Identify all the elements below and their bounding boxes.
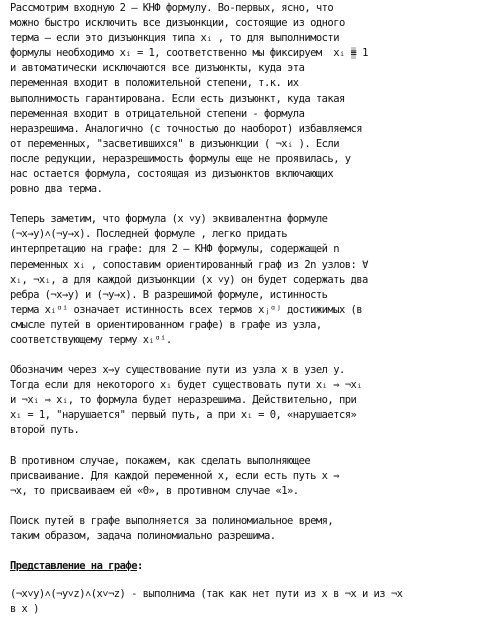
section-heading (10, 559, 496, 574)
assignment-paragraph (10, 454, 496, 499)
text-line: неразрешима. Аналогично (с точностью до наоборот) избавляемся (10, 122, 363, 135)
text-line: ¬x, то присваиваем ей «0», в противном случае «1». (10, 484, 299, 497)
heading-text: Представление на графе (10, 560, 137, 572)
text-line: Тогда если для некоторого xᵢ будет существовать пути xᵢ ⇒ ¬xᵢ (10, 379, 363, 392)
text-line: В противном случае, покажем, как сделать выполняющее (10, 454, 311, 467)
text-line: в x ) (10, 603, 39, 616)
text-line: после редукции, неразрешимость формулы еще не проявилась, у (10, 152, 351, 165)
text-line: (¬x˅y)˄(¬y˅z)˄(x˅¬z) - выполнима (так как нет пути из x в ¬x и из ¬x (10, 588, 403, 601)
text-line: (¬x→y)˄(¬y→x). Последней формуле , легко придать (10, 228, 288, 241)
text-line: смысле путей в ориентированном графе) в графе из узла, (10, 318, 322, 331)
text-line: присваивание. Для каждой переменной x, если есть путь x ⇒ (10, 469, 339, 482)
path-notation-paragraph (10, 363, 496, 438)
text-line: переменная входит в положительной степени, т.к. их (10, 77, 299, 90)
text-line-with-selection (10, 46, 496, 61)
text-line: второй путь. (10, 424, 80, 437)
text-line: терма xᵢᵅⁱ означает истинность всех термов xⱼᵅʲ достижимых (в (10, 303, 363, 316)
text-line: выполнимость гарантирована. Если есть дизъюнкт, куда такая (10, 92, 345, 105)
text-line: ровно два терма. (10, 183, 103, 196)
text-line: таким образом, задача полиномиально разрешима. (10, 529, 276, 542)
text-line: переменных xᵢ , сопоставим ориентированный граф из 2n узлов: ∀ (10, 258, 368, 271)
text-line: Теперь заметим, что формула (x ˅y) эквивалентна формуле (10, 213, 328, 226)
text-line: интерпретацию на графе: для 2 – КНФ формулы, содержащей n (10, 243, 339, 256)
text-line: xᵢ, ¬xᵢ, а для каждой дизъюнкции (x ˅y) он будет содержать два (10, 273, 368, 286)
graph-construction-paragraph (10, 212, 496, 348)
text-line: Поиск путей в графе выполняется за полиномиальное время, (10, 514, 334, 527)
text-line: ребра (¬x→y) и (¬y→x). В разрешимой формуле, истинность (10, 288, 328, 301)
text-line: Рассмотрим входную 2 – КНФ формулу. Во-первых, ясно, что (10, 2, 334, 14)
text-line: нас остается формула, состоящая из дизъюнктов включающих (10, 168, 334, 181)
text-fragment: формулы необходимо xᵢ = 1, соответственно мы фиксируем xᵢ (10, 47, 351, 60)
text-line: терма — если это дизъюнкция типа xᵢ , то для выполнимости (10, 32, 339, 45)
text-line: от переменных, "засветившихся" в дизъюнкции ( ¬xᵢ ). Если (10, 137, 339, 150)
heading-colon: : (136, 560, 143, 572)
text-line: Обозначим через x⇒y существование пути из узла x в узел y. (10, 364, 345, 377)
text-line: и автоматически исключаются все дизъюнкты, куда эта (10, 62, 305, 75)
text-line: xᵢ = 1, "нарушается" первый путь, а при xᵢ = 0, «нарушается» (10, 409, 357, 422)
text-line: можно быстро исключить все дизъюнкции, состоящие из одного (10, 17, 345, 30)
selected-symbol[interactable]: ≡ (350, 47, 357, 60)
complexity-paragraph (10, 514, 496, 544)
text-line: и ¬xᵢ ⇒ xᵢ, то формула будет неразрешима. Действительно, при (10, 394, 357, 407)
intro-paragraph (10, 1, 496, 197)
text-fragment: 1 (356, 47, 368, 60)
text-line: переменная входит в отрицательной степени - формула (10, 107, 305, 120)
text-line: соответствующему терму xᵢᵅⁱ. (10, 333, 172, 346)
heading-line (10, 559, 496, 574)
